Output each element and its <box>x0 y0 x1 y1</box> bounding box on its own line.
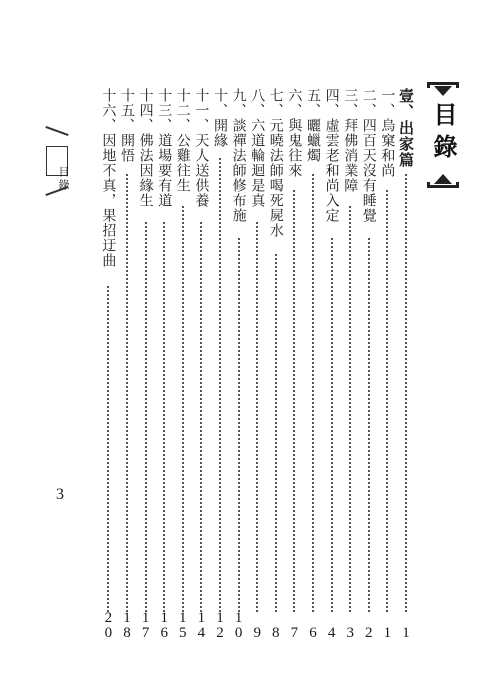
toc-entry <box>266 88 286 640</box>
toc-entry <box>173 88 193 640</box>
toc-leader-dots <box>238 238 240 612</box>
toc-entry-label: 五、曬蠟燭 <box>305 88 321 163</box>
toc-leader-dots <box>386 190 388 612</box>
toc-entry-label: 十三、道場要有道 <box>156 88 173 208</box>
page-number: 3 <box>56 486 64 503</box>
toc-entry-label: 二、四百天沒有睡覺 <box>360 88 377 223</box>
toc-leader-dots <box>126 174 128 612</box>
toc-entry-label: 八、六道輪迴是真 <box>249 88 266 208</box>
toc-entry-page-number: 14 <box>193 610 210 640</box>
toc-entry-page-number: 3 <box>342 625 359 640</box>
toc-leader-dots <box>368 238 370 612</box>
toc-entry <box>322 88 342 640</box>
title-triangle-top-icon <box>434 86 452 96</box>
toc-entry-page-number: 1 <box>379 625 396 640</box>
toc-entry-page-number: 18 <box>119 610 135 640</box>
side-tab-label: 目錄 <box>57 166 70 192</box>
toc-entry-label: 十六、因地不真，果招迂曲 <box>100 88 117 268</box>
toc-leader-dots <box>256 222 258 612</box>
toc-entry <box>340 88 360 640</box>
side-tab-box <box>46 146 70 192</box>
toc-leader-dots <box>182 206 184 612</box>
toc-entry-label: 四、虛雲老和尚入定 <box>323 88 340 223</box>
toc-entry <box>98 88 118 640</box>
side-tab-ornament-top-icon <box>45 126 68 136</box>
toc-entry <box>136 88 156 640</box>
toc-entry <box>359 88 379 640</box>
toc-entry <box>303 88 323 640</box>
toc-entry-page-number: 1 <box>398 625 414 640</box>
toc-entry-label: 七、元曉法師喝死屍水 <box>267 88 284 238</box>
toc-title: 目錄 <box>429 102 458 166</box>
toc-leader-dots <box>163 222 165 612</box>
toc-entry-page-number: 2 <box>360 625 377 640</box>
toc-entry-label: 九、談禪法師修布施 <box>230 88 247 223</box>
toc-entry-page-number: 7 <box>286 625 303 640</box>
toc-entry-label: 十四、佛法因緣生 <box>137 88 154 208</box>
toc-section-heading <box>396 88 416 640</box>
toc-entry-page-number: 10 <box>230 610 247 640</box>
toc-title-box <box>423 82 463 188</box>
toc-entry-page-number: 16 <box>156 610 173 640</box>
toc-entry <box>229 88 249 640</box>
toc-entry-page-number: 8 <box>267 625 284 640</box>
toc-entry <box>247 88 267 640</box>
toc-entry-label: 十二、公雞往生 <box>174 88 191 193</box>
toc-entry-label: 壹、出家篇 <box>397 88 415 168</box>
title-bracket-bottom <box>427 182 459 188</box>
toc-entry-label: 十、開緣 <box>212 88 228 148</box>
toc-entry-page-number: 20 <box>100 610 117 640</box>
toc-entry <box>284 88 304 640</box>
toc-leader-dots <box>275 254 277 612</box>
toc-entry-page-number: 9 <box>249 625 266 640</box>
toc-entry <box>117 88 137 640</box>
toc-entry-page-number: 12 <box>212 610 228 640</box>
toc-entry-label: 十五、開悟 <box>119 88 135 163</box>
toc-leader-dots <box>293 190 295 612</box>
toc-entry-label: 十一、天人送供養 <box>193 88 210 208</box>
toc-leader-dots <box>200 222 202 612</box>
toc-entry <box>191 88 211 640</box>
toc-entry <box>210 88 230 640</box>
toc-entry <box>154 88 174 640</box>
toc-entry-label: 一、烏窠和尚 <box>379 88 396 178</box>
toc-entry-label: 六、與鬼往來 <box>286 88 303 178</box>
toc-leader-dots <box>312 174 314 612</box>
toc-leader-dots <box>331 238 333 612</box>
toc-entry-page-number: 4 <box>323 625 340 640</box>
toc-leader-dots <box>219 158 221 612</box>
toc-entry-page-number: 17 <box>137 610 154 640</box>
toc-leader-dots <box>349 206 351 612</box>
toc-entry-label: 三、拜佛消業障 <box>342 88 359 193</box>
toc-entry-page-number: 6 <box>305 625 321 640</box>
toc-leader-dots <box>405 174 407 612</box>
toc-entry-page-number: 15 <box>174 610 191 640</box>
side-tab <box>38 130 78 192</box>
toc-leader-dots <box>107 286 109 612</box>
toc-entry <box>377 88 397 640</box>
toc-leader-dots <box>145 222 147 612</box>
